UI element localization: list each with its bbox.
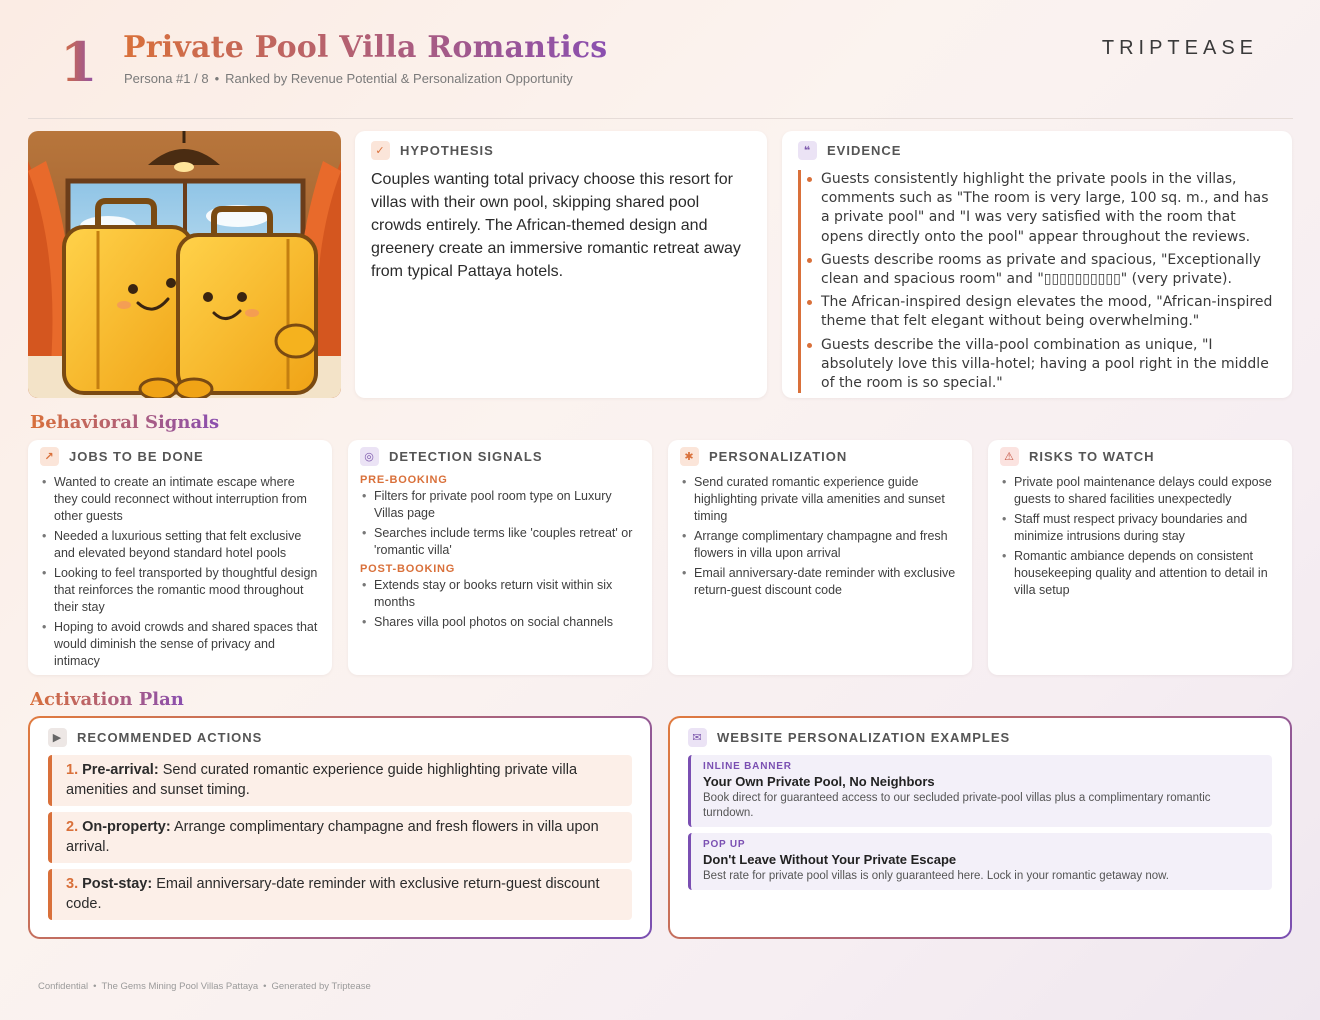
personalization-label (680, 447, 960, 466)
example-body: Best rate for private pool villas is only guaranteed here. Lock in your romantic getaway now. (703, 870, 1169, 882)
evidence-item: The African-inspired design elevates the mood, "African-inspired theme that felt elegant without being overwhelming." (821, 293, 1276, 331)
example-body: Book direct for guaranteed access to our secluded private-pool villas plus a complimentary romantic turndown. (703, 792, 1211, 819)
page-footer (38, 981, 371, 992)
footer-generated: Generated by Triptease (271, 981, 371, 992)
list-item: • Filters for private pool room type on Luxury Villas page (360, 488, 640, 522)
list-item: • Extends stay or books return visit within six months (360, 577, 640, 611)
actions-label-text: RECOMMENDED ACTIONS (77, 730, 263, 745)
action-phase: Post-stay: (82, 876, 153, 892)
examples-label (688, 728, 1272, 747)
evidence-item: Guests describe rooms as private and spacious, "Exceptionally clean and spacious room" and "▯▯▯▯▯▯▯▯▯▯" (very private). (821, 251, 1276, 289)
post-booking-list (360, 577, 640, 631)
evidence-card (782, 131, 1292, 398)
action-item-on-property (48, 812, 632, 863)
hypothesis-text: Couples wanting total privacy choose this resort for villas with their own pool, skipping shared pool crowds entirely. The African-themed design and greenery create an immersive romantic retreat away from typical Pattaya hotels. (371, 171, 741, 280)
behavioral-signals-title: Behavioral Signals (30, 412, 220, 433)
personalization-card (668, 440, 972, 675)
example-type: INLINE BANNER (703, 761, 792, 772)
brand-logo: TRIPTEASE (1101, 37, 1258, 59)
list-item: • Arrange complimentary champagne and fresh flowers in villa upon arrival (680, 528, 960, 562)
risks-label (1000, 447, 1280, 466)
ranking-note: Ranked by Revenue Potential & Personalization Opportunity (225, 71, 573, 86)
action-text: Send curated romantic experience guide highlighting private villa amenities and sunset timing. (66, 762, 578, 798)
list-item: • Wanted to create an intimate escape where they could reconnect without interruption from other guests (40, 474, 320, 525)
activation-plan-title: Activation Plan (30, 689, 184, 710)
jobs-list (40, 474, 320, 670)
detection-label-text: DETECTION SIGNALS (389, 449, 543, 464)
subtitle-separator: • (214, 71, 220, 86)
list-item: • Staff must respect privacy boundaries and minimize intrusions during stay (1000, 511, 1280, 545)
personalization-label-text: PERSONALIZATION (709, 449, 848, 464)
action-text: Email anniversary-date reminder with exclusive return-guest discount code. (66, 876, 600, 912)
footer-separator: • (93, 981, 97, 992)
footer-property: The Gems Mining Pool Villas Pattaya (101, 981, 259, 992)
pre-booking-heading: PRE-BOOKING (360, 474, 448, 486)
risks-card (988, 440, 1292, 675)
quote-icon: ❝ (798, 141, 817, 160)
action-number: 2. (66, 819, 79, 835)
hypothesis-card (355, 131, 767, 398)
example-headline: Don't Leave Without Your Private Escape (703, 852, 957, 867)
list-item: • Looking to feel transported by thoughtful design that reinforces the romantic mood throughout their stay (40, 565, 320, 616)
example-type: POP UP (703, 839, 746, 850)
personalization-list (680, 474, 960, 599)
page-header (0, 0, 1320, 120)
list-item: • Needed a luxurious setting that felt exclusive and elevated beyond standard hotel pools (40, 528, 320, 562)
warning-icon: ⚠ (1000, 447, 1019, 466)
examples-label-text: WEBSITE PERSONALIZATION EXAMPLES (717, 730, 1011, 745)
action-phase: On-property: (82, 819, 171, 835)
evidence-label (798, 141, 1276, 160)
jobs-card (28, 440, 332, 675)
suitcases-illustration (28, 131, 341, 398)
website-personalization-card (668, 716, 1292, 939)
example-inline-banner (688, 755, 1272, 827)
arrow-up-right-icon: ↗ (40, 447, 59, 466)
action-number: 3. (66, 876, 79, 892)
page-title: Private Pool Villa Romantics (123, 30, 608, 65)
hypothesis-label-text: HYPOTHESIS (400, 143, 494, 158)
actions-label (48, 728, 632, 747)
play-icon: ▶ (48, 728, 67, 747)
evidence-item: Guests describe the villa-pool combination as unique, "I absolutely love this villa-hotel; having a pool right in the middle of the room is so special." (821, 336, 1276, 394)
persona-number: 1 (60, 30, 98, 94)
list-item: • Hoping to avoid crowds and shared spaces that would diminish the sense of privacy and intimacy (40, 619, 320, 670)
list-item: • Email anniversary-date reminder with exclusive return-guest discount code (680, 565, 960, 599)
header-divider (28, 118, 1293, 119)
risks-label-text: RISKS TO WATCH (1029, 449, 1155, 464)
page-subtitle (124, 71, 573, 86)
action-text: Arrange complimentary champagne and fresh flowers in villa upon arrival. (66, 819, 599, 855)
action-item-post-stay (48, 869, 632, 920)
target-icon: ◎ (360, 447, 379, 466)
detection-card (348, 440, 652, 675)
list-item: • Private pool maintenance delays could expose guests to shared facilities unexpectedly (1000, 474, 1280, 508)
detection-label (360, 447, 640, 466)
jobs-label (40, 447, 320, 466)
footer-separator: • (263, 981, 267, 992)
hypothesis-label (371, 141, 751, 160)
jobs-label-text: JOBS TO BE DONE (69, 449, 204, 464)
envelope-icon: ✉ (688, 728, 707, 747)
post-booking-heading: POST-BOOKING (360, 563, 456, 575)
example-pop-up (688, 833, 1272, 890)
check-icon: ✓ (371, 141, 390, 160)
recommended-actions-card (28, 716, 652, 939)
pre-booking-list (360, 488, 640, 559)
evidence-label-text: EVIDENCE (827, 143, 902, 158)
risks-list (1000, 474, 1280, 599)
evidence-item: Guests consistently highlight the private pools in the villas, comments such as "The room is very large, 100 sq. m., and has a private pool" and "I was very satisfied with the room that opens directly onto the pool" appear throughout the reviews. (821, 170, 1276, 247)
action-number: 1. (66, 762, 79, 778)
evidence-list (798, 170, 1276, 393)
list-item: • Searches include terms like 'couples retreat' or 'romantic villa' (360, 525, 640, 559)
list-item: • Romantic ambiance depends on consistent housekeeping quality and attention to detail in villa setup (1000, 548, 1280, 599)
action-phase: Pre-arrival: (82, 762, 159, 778)
sparkle-icon: ✱ (680, 447, 699, 466)
action-item-pre-arrival (48, 755, 632, 806)
persona-illustration (28, 131, 341, 398)
persona-rank: Persona #1 / 8 (124, 71, 209, 86)
list-item: • Shares villa pool photos on social channels (360, 614, 640, 631)
list-item: • Send curated romantic experience guide highlighting private villa amenities and sunset timing (680, 474, 960, 525)
example-headline: Your Own Private Pool, No Neighbors (703, 774, 935, 789)
footer-confidential: Confidential (38, 981, 89, 992)
